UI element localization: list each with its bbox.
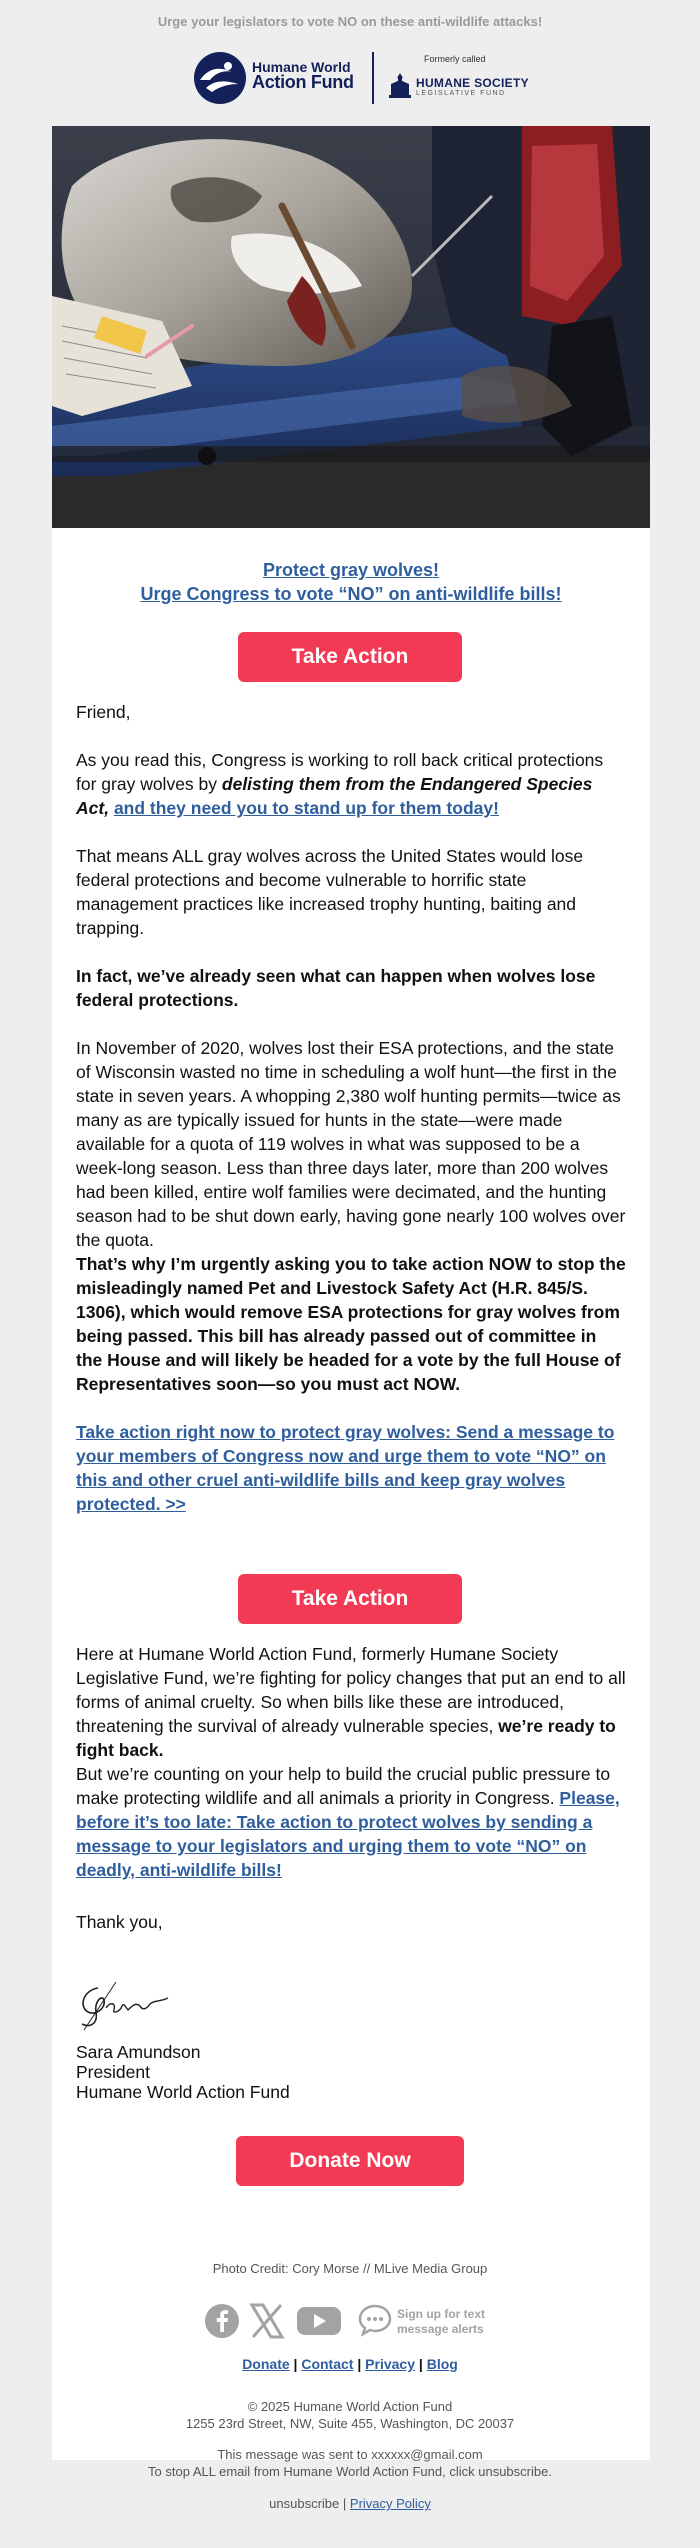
- preheader-text: Urge your legislators to vote NO on these anti-wildlife attacks!: [157, 14, 543, 29]
- closing: Thank you,: [76, 1912, 163, 1932]
- youtube-icon[interactable]: [296, 2303, 342, 2339]
- take-action-link[interactable]: Take action right now to protect gray wolves: Send a message to your members of Congress now and urge them to vote “NO” on this and other cruel anti-wildlife bills and keep gray wolves protected. >>: [76, 1422, 615, 1514]
- paragraph-8: [76, 1762, 626, 1882]
- paragraph-1: [76, 748, 626, 820]
- footer-links: Donate | Contact | Privacy | Blog: [242, 2356, 458, 2372]
- p8-link[interactable]: Please, before it’s too late: Take action to protect wolves by sending a message to your legislators and urging them to vote “NO” on deadly, anti-wildlife bills!: [76, 1788, 620, 1880]
- footer-recipient-block: [0, 2446, 700, 2480]
- copyright: © 2025 Humane World Action Fund: [247, 2399, 453, 2414]
- paragraph-5: That’s why I’m urgently asking you to take action NOW to stop the misleadingly named Pet and Livestock Safety Act (H.R. 845/S. 1306), which would remove ESA protections for gray wolves from being passed. This bill has already passed out of committee in the House and will likely be headed for a vote by the full House of Representatives soon—so you must act NOW.: [76, 1254, 626, 1394]
- signer-title: President: [76, 2062, 150, 2082]
- greeting: Friend,: [76, 702, 131, 722]
- sent-to-notice: This message was sent to xxxxxx@gmail.com: [217, 2447, 483, 2462]
- signer-name: Sara Amundson: [76, 2042, 201, 2062]
- stop-all-notice: To stop ALL email from Humane World Action Fund, click unsubscribe.: [148, 2464, 552, 2479]
- photo-credit: Photo Credit: Cory Morse // MLive Media Group: [212, 2261, 488, 2276]
- p1-italic: delisting them from the Endangered Species Act,: [76, 774, 593, 818]
- paragraph-3: In fact, we’ve already seen what can happen when wolves lose federal protections.: [76, 966, 596, 1010]
- footer-link-donate[interactable]: Donate: [242, 2356, 290, 2372]
- signer-block: [76, 2042, 626, 2102]
- humane-society-building-icon: [388, 72, 412, 98]
- p1-text: As you read this, Congress is working to roll back critical protections for gray wolves by: [76, 750, 604, 794]
- paragraph-6: [76, 1420, 626, 1516]
- facebook-icon[interactable]: [204, 2303, 240, 2339]
- sms-signup-link[interactable]: Sign up for text message alerts: [397, 2307, 485, 2336]
- headline-link-urge[interactable]: Urge Congress to vote “NO” on anti-wildlife bills!: [140, 584, 562, 604]
- unsubscribe-link[interactable]: unsubscribe: [269, 2496, 340, 2511]
- signature-image: [76, 1972, 186, 2032]
- donate-now-button[interactable]: Donate Now: [236, 2136, 464, 2186]
- p8-text: But we’re counting on your help to build the crucial public pressure to make protecting wildlife and all animals a priority in Congress.: [76, 1764, 611, 1808]
- footer-link-privacy[interactable]: Privacy: [365, 2356, 415, 2372]
- footer-unsubscribe: unsubscribe | Privacy Policy: [269, 2496, 431, 2511]
- address: 1255 23rd Street, NW, Suite 455, Washington, DC 20037: [185, 2416, 515, 2431]
- logo-divider: [372, 52, 374, 104]
- footer-address-block: [0, 2398, 700, 2432]
- hero-illustration: [52, 126, 650, 528]
- headline: [52, 558, 650, 606]
- signer-org: Humane World Action Fund: [76, 2082, 290, 2102]
- hero-photo-wolf[interactable]: [52, 126, 650, 528]
- footer-link-blog[interactable]: Blog: [426, 2356, 458, 2372]
- p1-link[interactable]: and they need you to stand up for them today!: [113, 798, 499, 818]
- sms-chat-icon[interactable]: [358, 2303, 392, 2337]
- paragraph-2: That means ALL gray wolves across the United States would lose federal protections and become vulnerable to horrific state management practices like increased trophy hunting, baiting and trapping.: [76, 846, 584, 938]
- email-card: [52, 126, 650, 2460]
- logo-header[interactable]: [0, 46, 700, 110]
- x-twitter-icon[interactable]: [249, 2303, 285, 2339]
- take-action-button-top[interactable]: Take Action: [238, 632, 462, 682]
- humane-world-globe-icon: [192, 50, 248, 106]
- humane-world-wordmark: Humane World Action Fund: [252, 59, 354, 92]
- formerly-called-label: Formerly called: [424, 54, 486, 64]
- humane-society-wordmark: HUMANE SOCIETY LEGISLATIVE FUND: [416, 76, 529, 97]
- footer-link-contact[interactable]: Contact: [301, 2356, 354, 2372]
- social-bar: [0, 2303, 700, 2343]
- p7-bold: we’re ready to fight back.: [76, 1716, 616, 1760]
- paragraph-4: In November of 2020, wolves lost their ESA protections, and the state of Wisconsin wasted no time in scheduling a wolf hunt—the first in the state in seven years. A whopping 2,380 wolf hunting permits—twice as many as are typically issued for hunts in the state—were made available for a quota of 119 wolves in what was supposed to be a week-long season. Less than three days later, more than 200 wolves had been killed, entire wolf families were decimated, and the hunting season had to be shut down early, having gone nearly 100 wolves over the quota.: [76, 1038, 626, 1250]
- headline-link-protect[interactable]: Protect gray wolves!: [262, 560, 440, 580]
- privacy-policy-link[interactable]: Privacy Policy: [349, 2496, 431, 2511]
- paragraph-7: [76, 1642, 626, 1762]
- p7-text: Here at Humane World Action Fund, formerly Humane Society Legislative Fund, we’re fighting for policy changes that put an end to all forms of animal cruelty. So when bills like these are introduced, threatening the survival of already vulnerable species,: [76, 1644, 626, 1736]
- take-action-button-middle[interactable]: Take Action: [238, 1574, 462, 1624]
